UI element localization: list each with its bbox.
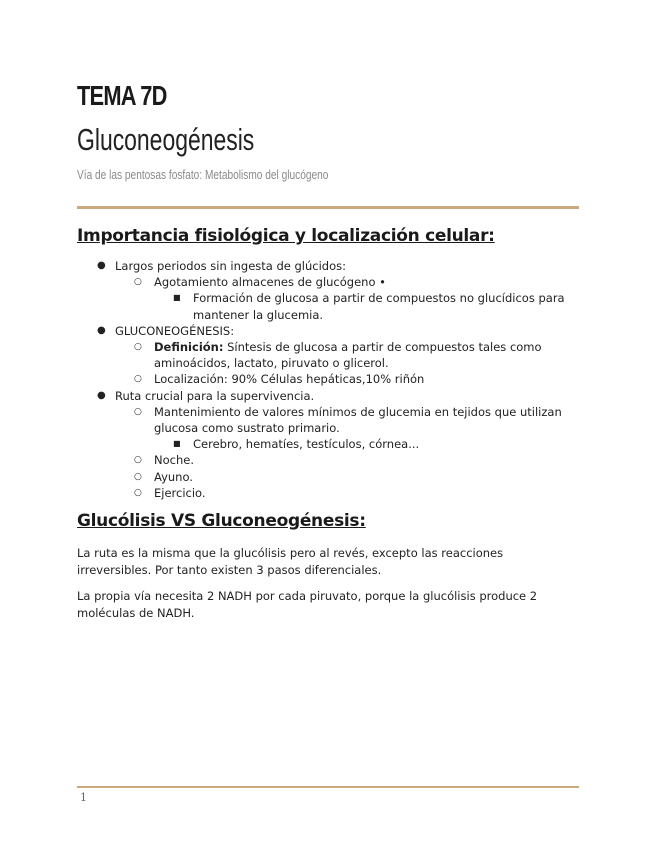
square-bullet-icon: ■: [173, 293, 181, 303]
list-item: ○ Ayuno.: [134, 469, 193, 484]
list-item: ○ Mantenimiento de valores mínimos de glucemia en tejidos que utilizan glucosa como sustrato primario.: [134, 404, 562, 436]
hollow-bullet-icon: ○: [134, 406, 142, 417]
square-bullet-icon: ■: [173, 439, 181, 449]
hollow-bullet-icon: ○: [134, 342, 142, 353]
importance-list: [77, 258, 577, 501]
list-item: ○ Noche.: [134, 453, 194, 468]
footer-divider: [77, 786, 579, 788]
list-item: ○ Localización: 90% Células hepáticas,10% riñón: [134, 372, 425, 387]
list-item: ■ Formación de glucosa a partir de compuestos no glucídicos para mantener la glucemia.: [173, 291, 565, 322]
page-number: 1: [80, 791, 87, 804]
page-subtitle: Vía de las pentosas fosfato: Metabolismo del glucógeno: [77, 167, 329, 182]
list-item: ■ Cerebro, hematíes, testículos, córnea...: [173, 437, 420, 452]
hollow-bullet-icon: ○: [134, 487, 142, 498]
hollow-bullet-icon: ○: [134, 455, 142, 466]
paragraph: La ruta es la misma que la glucólisis pero al revés, excepto las reacciones irreversibles. Por tanto existen 3 pasos diferenciales.: [77, 546, 504, 577]
page-title: Gluconeogénesis: [77, 122, 255, 157]
section-heading-comparison: Glucólisis VS Gluconeogénesis:: [77, 511, 366, 531]
header-divider: [77, 206, 579, 209]
paragraph: La propia vía necesita 2 NADH por cada piruvato, porque la glucólisis produce 2 moléculas de NADH.: [77, 589, 538, 620]
list-item: ○ Definición: Síntesis de glucosa a partir de compuestos tales como aminoácidos, lactato, piruvato o glicerol.: [134, 340, 542, 371]
filled-bullet-icon: ●: [97, 324, 106, 336]
hollow-bullet-icon: ○: [134, 277, 142, 288]
list-item: ● GLUCONEOGÉNESIS:: [97, 323, 235, 338]
hollow-bullet-icon: ○: [134, 374, 142, 385]
topic-label: TEMA 7D: [77, 80, 167, 111]
filled-bullet-icon: ●: [97, 260, 106, 271]
list-item: ● Ruta crucial para la supervivencia.: [97, 388, 315, 403]
list-item: ○ Ejercicio.: [134, 485, 206, 500]
list-item: ○ Agotamiento almacenes de glucógeno •: [134, 275, 386, 290]
filled-bullet-icon: ●: [97, 389, 106, 401]
definition-label: Definición:: [154, 340, 224, 355]
hollow-bullet-icon: ○: [134, 471, 142, 482]
list-item: ● Largos periodos sin ingesta de glúcidos:: [97, 259, 347, 273]
section-heading-importance: Importancia fisiológica y localización celular:: [77, 226, 495, 246]
